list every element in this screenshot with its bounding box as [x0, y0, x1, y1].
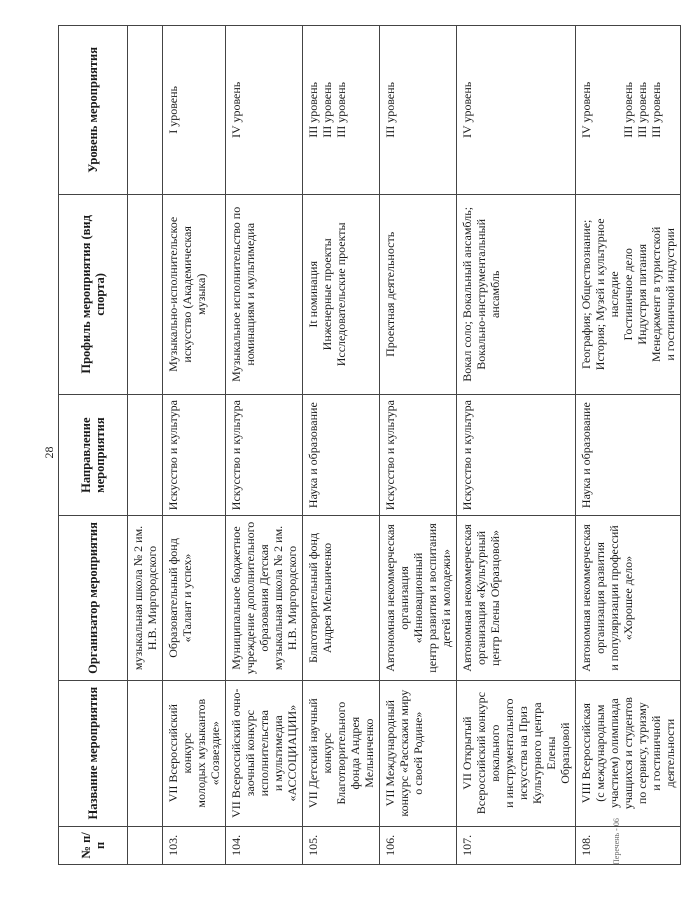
- level-line: III уровень: [649, 81, 663, 138]
- level-line: III уровень: [635, 81, 649, 138]
- cell-level: [163, 26, 226, 195]
- cell-direction: [303, 394, 380, 515]
- profile-line: Гостиничное дело: [621, 248, 635, 341]
- name-line: VII Всероссийский очно-: [229, 688, 243, 818]
- direction-line: Искусство и культура: [229, 400, 243, 511]
- table-row: [226, 26, 303, 865]
- cell-level: [303, 26, 380, 195]
- profile-line: наследие: [607, 271, 621, 318]
- name-line: о своей Родине»: [411, 711, 425, 795]
- table-row: [163, 26, 226, 865]
- profile-line: Вокал соло; Вокальный ансамбль;: [460, 206, 474, 382]
- organizer-line: музыкальная школа № 2 им.: [271, 525, 285, 671]
- table-header-row: [59, 26, 128, 865]
- cell-direction: [457, 394, 576, 515]
- name-line: вокального: [488, 724, 502, 782]
- name-line: учащихся и студентов: [621, 697, 635, 810]
- cell-direction: [163, 394, 226, 515]
- level-line: [607, 30, 621, 190]
- name-line: исполнительства: [257, 710, 271, 797]
- cell-level: [128, 26, 163, 195]
- cell-organizer: [576, 516, 681, 680]
- organizer-line: учреждение дополнительного: [243, 521, 257, 675]
- footer-note: Перечень - 06: [612, 818, 621, 865]
- cell-profile: [303, 194, 380, 394]
- table-row: [128, 26, 163, 865]
- cell-profile: [226, 194, 303, 394]
- direction-line: Искусство и культура: [383, 400, 397, 511]
- name-line: и мультимедиа: [271, 715, 285, 792]
- name-line: VIII Всероссийская: [579, 703, 593, 804]
- organizer-line: организация развития: [593, 542, 607, 654]
- level-line: IV уровень: [460, 81, 474, 138]
- cell-name: [576, 680, 681, 826]
- cell-no: 104.: [226, 826, 303, 864]
- table-row: [457, 26, 576, 865]
- organizer-line: Муниципальное бюджетное: [229, 526, 243, 670]
- name-line: Культурного центра Елены: [530, 702, 558, 804]
- organizer-line: Образовательный фонд: [166, 538, 180, 658]
- name-line: VII Детский научный: [306, 698, 320, 809]
- cell-organizer: [128, 516, 163, 680]
- organizer-line: Автономная некоммерческая: [579, 524, 593, 672]
- cell-direction: [128, 394, 163, 515]
- level-line: IV уровень: [229, 81, 243, 138]
- profile-line: Проектная деятельность: [383, 231, 397, 357]
- organizer-line: «Хорошее дело»: [621, 555, 635, 641]
- cell-no: [128, 826, 163, 864]
- level-line: III уровень: [306, 81, 320, 138]
- level-line: I уровень: [166, 85, 180, 134]
- cell-organizer: [226, 516, 303, 680]
- cell-level: [380, 26, 457, 195]
- name-line: Образцовой: [558, 722, 572, 784]
- profile-line: География; Обществознание;: [579, 219, 593, 370]
- cell-direction: [380, 394, 457, 515]
- name-line: VII Всероссийский конкурс: [166, 704, 194, 803]
- cell-no: 108.: [576, 826, 681, 864]
- cell-profile: [380, 194, 457, 394]
- name-line: конкурс Благотворительного: [320, 701, 348, 805]
- profile-line: музыка): [194, 273, 208, 316]
- cell-name: [226, 680, 303, 826]
- profile-line: искусство (Академическая: [180, 226, 194, 363]
- organizer-line: Андрея Мельниченко: [320, 542, 334, 654]
- table-row: [380, 26, 457, 865]
- profile-line: и гостиничной индустрии: [663, 228, 677, 361]
- name-line: VII Открытый: [460, 716, 474, 790]
- cell-profile: [128, 194, 163, 394]
- organizer-line: детей и молодежи»: [439, 548, 453, 648]
- profile-line: Исследовательские проекты: [334, 222, 348, 367]
- cell-no: 105.: [303, 826, 380, 864]
- cell-direction: [226, 394, 303, 515]
- name-line: конкурс «Расскажи миру: [397, 689, 411, 817]
- organizer-line: образования Детская: [257, 544, 271, 652]
- header-direction: Направление мероприятия: [59, 394, 128, 515]
- organizer-line: организация «Инновационный: [397, 552, 425, 644]
- name-line: фонда Андрея Мельниченко: [348, 716, 376, 790]
- events-table: [58, 25, 681, 865]
- header-organizer: Организатор мероприятия: [59, 516, 128, 680]
- organizer-line: Благотворительный фонд: [306, 532, 320, 663]
- organizer-line: и популяризации профессий: [607, 525, 621, 671]
- header-level: Уровень мероприятия: [59, 26, 128, 195]
- organizer-line: Н.В. Миргородского: [145, 545, 159, 651]
- profile-line: Менеджмент в туристской: [649, 226, 663, 362]
- cell-profile: [163, 194, 226, 394]
- cell-name: [380, 680, 457, 826]
- cell-direction: [576, 394, 681, 515]
- cell-no: 106.: [380, 826, 457, 864]
- profile-line: Инженерные проекты: [320, 238, 334, 351]
- cell-name: [128, 680, 163, 826]
- name-line: и гостиничной деятельности: [649, 715, 677, 791]
- organizer-line: Н.В. Миргородского: [285, 545, 299, 651]
- header-profile: Профиль мероприятия (вид спорта): [59, 194, 128, 394]
- name-line: VII Международный: [383, 700, 397, 807]
- level-line: III уровень: [383, 81, 397, 138]
- header-no: № п/п: [59, 826, 128, 864]
- cell-profile: [457, 194, 576, 394]
- name-line: молодых музыкантов: [194, 698, 208, 808]
- name-line: Всероссийский конкурс: [474, 692, 488, 815]
- organizer-line: «Талант и успех»: [180, 553, 194, 643]
- table-row: [576, 26, 681, 865]
- profile-line: ансамбль: [488, 270, 502, 319]
- organizer-line: центр развития и воспитания: [425, 523, 439, 673]
- name-line: «АССОЦИАЦИИ»: [285, 704, 299, 802]
- profile-line: История; Музей и культурное: [593, 218, 607, 371]
- name-line: по сервису, туризму: [635, 702, 649, 805]
- name-line: «Созвездие»: [208, 721, 222, 786]
- organizer-line: организация «Культурный: [474, 530, 488, 666]
- cell-organizer: [303, 516, 380, 680]
- direction-line: Наука и образование: [306, 402, 320, 509]
- cell-level: [457, 26, 576, 195]
- profile-line: Индустрия питания: [635, 243, 649, 345]
- direction-line: Искусство и культура: [460, 400, 474, 511]
- profile-line: номинациям и мультимедиа: [243, 222, 257, 366]
- cell-organizer: [380, 516, 457, 680]
- name-line: (с международным: [593, 704, 607, 802]
- name-line: и инструментального: [502, 698, 516, 808]
- cell-level: [576, 26, 681, 195]
- cell-organizer: [163, 516, 226, 680]
- cell-name: [457, 680, 576, 826]
- profile-line: Вокально-инструментальный: [474, 218, 488, 370]
- direction-line: Наука и образование: [579, 402, 593, 509]
- page-number: 28: [42, 446, 56, 459]
- organizer-line: центр Елены Образцовой»: [488, 529, 502, 666]
- name-line: участием) олимпиада: [607, 698, 621, 809]
- table-row: [303, 26, 380, 865]
- level-line: IV уровень: [579, 81, 593, 138]
- cell-no: 103.: [163, 826, 226, 864]
- cell-organizer: [457, 516, 576, 680]
- organizer-line: музыкальная школа № 2 им.: [131, 525, 145, 671]
- profile-line: Музыкально-исполнительское: [166, 216, 180, 372]
- cell-profile: [576, 194, 681, 394]
- level-line: [593, 30, 607, 190]
- level-line: III уровень: [334, 81, 348, 138]
- profile-line: It номинация: [306, 261, 320, 328]
- profile-line: Музыкальное исполнительство по: [229, 206, 243, 382]
- level-line: III уровень: [621, 81, 635, 138]
- name-line: искусства на Приз: [516, 706, 530, 801]
- cell-no: 107.: [457, 826, 576, 864]
- organizer-line: Автономная некоммерческая: [383, 524, 397, 672]
- direction-line: Искусство и культура: [166, 400, 180, 511]
- header-name: Название мероприятия: [59, 680, 128, 826]
- table-body: [128, 26, 681, 865]
- organizer-line: Автономная некоммерческая: [460, 524, 474, 672]
- name-line: заочный конкурс: [243, 710, 257, 797]
- level-line: III уровень: [320, 81, 334, 138]
- cell-name: [303, 680, 380, 826]
- cell-level: [226, 26, 303, 195]
- cell-name: [163, 680, 226, 826]
